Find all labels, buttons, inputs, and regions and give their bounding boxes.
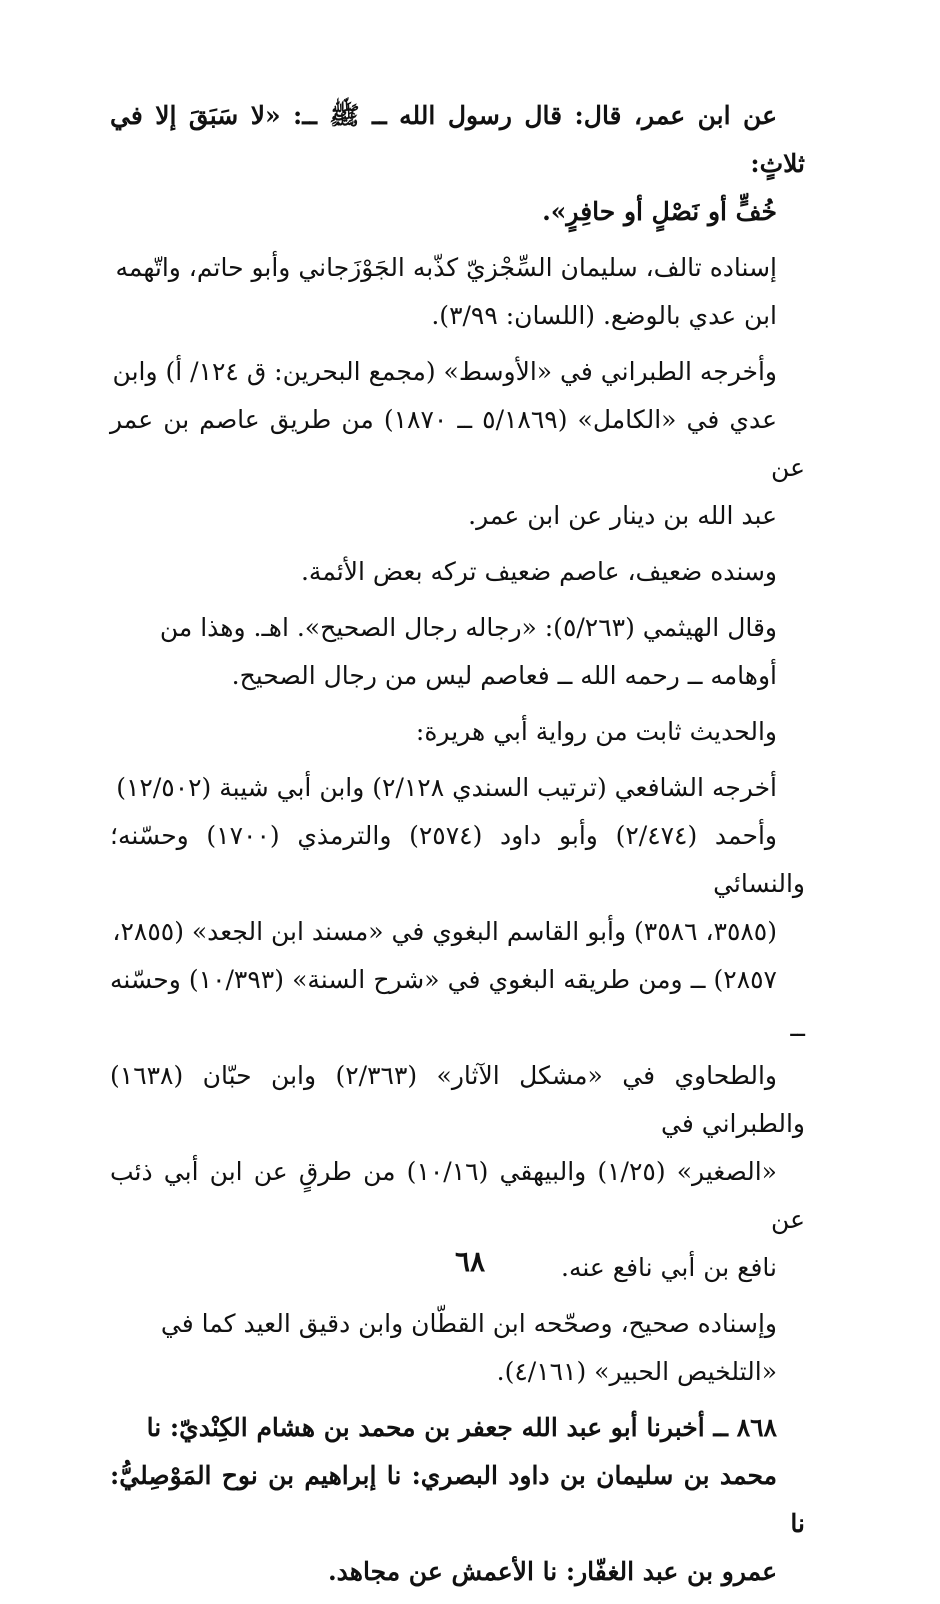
text-line: عمرو بن عبد الغفّار: نا الأعمش عن مجاهد. bbox=[327, 1557, 777, 1586]
text-line: وسنده ضعيف، عاصم ضعيف تركه بعض الأئمة. bbox=[300, 557, 777, 586]
abu-hurayra-intro-paragraph bbox=[110, 708, 805, 756]
text-line: أوهامه ــ رحمه الله ــ فعاصم ليس من رجال الصحيح. bbox=[231, 661, 777, 690]
page-number: ٦٨ bbox=[454, 1245, 486, 1278]
text-line: عدي في «الكامل» (٥/١٨٦٩ ــ ١٨٧٠) من طريق عاصم بن عمر عن bbox=[110, 405, 805, 482]
sahih-grading-paragraph bbox=[110, 1300, 805, 1396]
text-line: والطحاوي في «مشكل الآثار» (٢/٣٦٣) وابن حبّان (١٦٣٨) والطبراني في bbox=[110, 1061, 805, 1138]
text-line: عبد الله بن دينار عن ابن عمر. bbox=[468, 501, 777, 530]
hadith-text-paragraph bbox=[110, 92, 805, 236]
text-line: «الصغير» (١/٢٥) والبيهقي (١٠/١٦) من طرقٍ عن ابن أبي ذئب عن bbox=[110, 1157, 805, 1234]
hadith-868-isnad bbox=[110, 1404, 805, 1596]
text-line: ٢٨٥٧) ــ ومن طريقه البغوي في «شرح السنة» (١٠/٣٩٣) وحسّنه ــ bbox=[110, 965, 805, 1042]
sanad-weak-paragraph bbox=[110, 548, 805, 596]
text-line: وقال الهيثمي (٥/٢٦٣): «رجاله رجال الصحيح». اهـ. وهذا من bbox=[159, 613, 777, 642]
text-line: محمد بن سليمان بن داود البصري: نا إبراهيم بن نوح المَوْصِليُّ: نا bbox=[110, 1461, 805, 1538]
text-line: أخرجه الشافعي (ترتيب السندي ٢/١٢٨) وابن أبي شيبة (١٢/٥٠٢) bbox=[116, 773, 777, 802]
text-line: والحديث ثابت من رواية أبي هريرة: bbox=[415, 717, 777, 746]
isnad-grading-paragraph bbox=[110, 244, 805, 340]
page-body bbox=[110, 92, 805, 1604]
sources-paragraph bbox=[110, 764, 805, 1292]
text-line: عن ابن عمر، قال: قال رسول الله ــ ﷺ ــ: «لا سَبَقَ إلا في ثلاثٍ: bbox=[110, 101, 805, 178]
text-line: ابن عدي بالوضع. (اللسان: ٣/٩٩). bbox=[431, 301, 777, 330]
text-line: وإسناده صحيح، وصحّحه ابن القطّان وابن دقيق العيد كما في bbox=[160, 1309, 777, 1338]
text-line: وأحمد (٢/٤٧٤) وأبو داود (٢٥٧٤) والترمذي (١٧٠٠) وحسّنه؛ والنسائي bbox=[110, 821, 805, 898]
text-line: وأخرجه الطبراني في «الأوسط» (مجمع البحرين: ق ١٢٤/ أ) وابن bbox=[112, 357, 777, 386]
text-line: إسناده تالف، سليمان السِّجْزيّ كذّبه الجَوْزَجاني وأبو حاتم، واتّهمه bbox=[115, 253, 777, 282]
takhrij-paragraph bbox=[110, 348, 805, 540]
text-line: «التلخيص الحبير» (٤/١٦١). bbox=[496, 1357, 777, 1386]
text-line: نافع بن أبي نافع عنه. bbox=[561, 1253, 777, 1282]
text-line: ٨٦٨ ــ أخبرنا أبو عبد الله جعفر بن محمد بن هشام الكِنْديّ: نا bbox=[146, 1413, 777, 1442]
text-line: خُفٍّ أو نَصْلٍ أو حافِرٍ». bbox=[542, 197, 777, 226]
haythami-paragraph bbox=[110, 604, 805, 700]
text-line: (٣٥٨٥، ٣٥٨٦) وأبو القاسم البغوي في «مسند ابن الجعد» (٢٨٥٥، bbox=[112, 917, 777, 946]
